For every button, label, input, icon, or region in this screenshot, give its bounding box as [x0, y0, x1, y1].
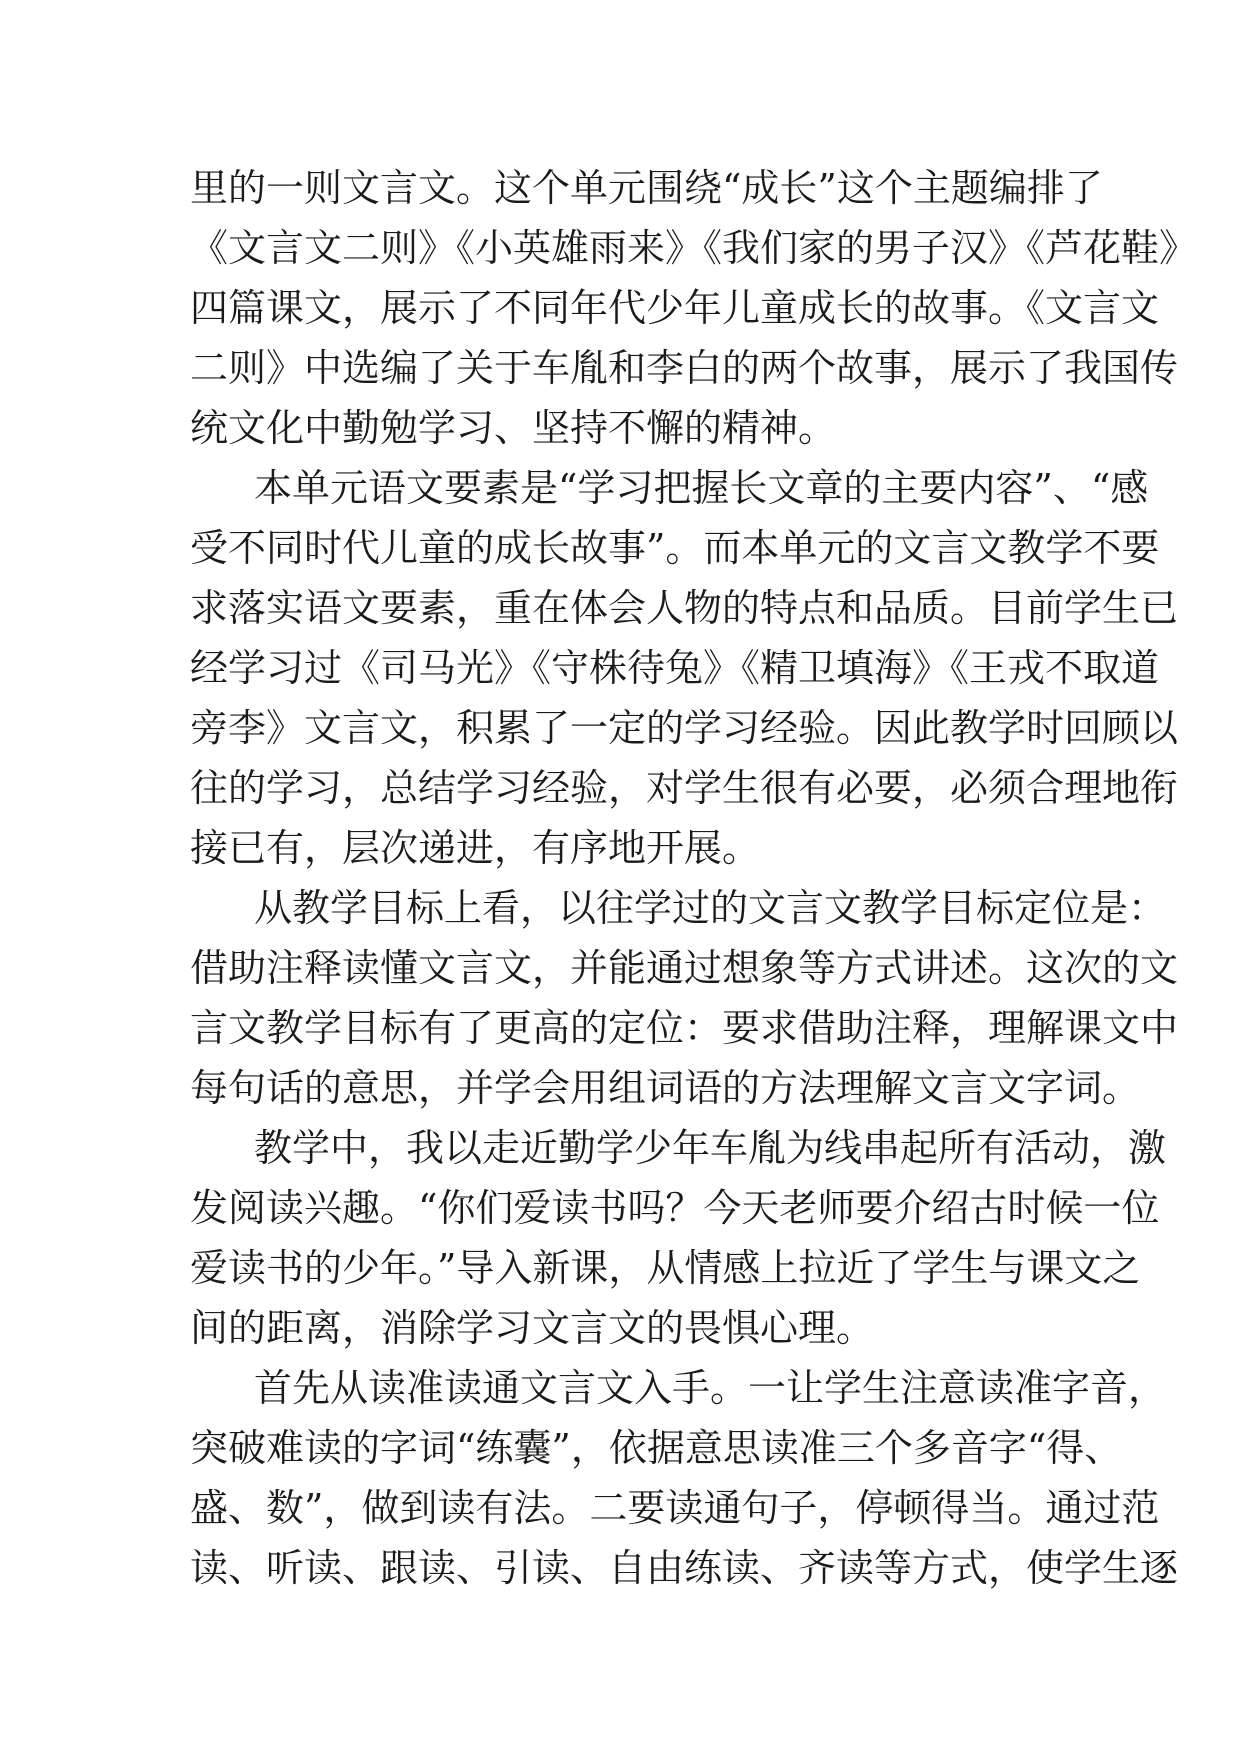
text-line: 里的一则文言文。这个单元围绕“成长”这个主题编排了 — [190, 166, 1103, 210]
text-line: 借助注释读懂文言文，并能通过想象等方式讲述。这次的文 — [190, 946, 1179, 990]
text-line: 旁李》文言文，积累了一定的学习经验。因此教学时回顾以 — [190, 706, 1179, 750]
text-line: 读、听读、跟读、引读、自由练读、齐读等方式，使学生逐 — [190, 1546, 1179, 1590]
text-line: 间的距离，消除学习文言文的畏惧心理。 — [190, 1306, 875, 1350]
text-line: 言文教学目标有了更高的定位：要求借助注释，理解课文中 — [190, 1006, 1179, 1050]
text-line: 《文言文二则》《小英雄雨来》《我们家的男子汉》《芦花鞋》 — [190, 226, 1198, 270]
text-line: 经学习过《司马光》《守株待兔》《精卫填海》《王戎不取道 — [190, 646, 1160, 690]
text-line: 四篇课文，展示了不同年代少年儿童成长的故事。《文言文 — [190, 286, 1160, 330]
text-line: 每句话的意思，并学会用组词语的方法理解文言文字词。 — [190, 1066, 1141, 1110]
text-line: 求落实语文要素，重在体会人物的特点和品质。目前学生已 — [190, 586, 1179, 630]
text-line: 爱读书的少年。”导入新课，从情感上拉近了学生与课文之 — [190, 1246, 1141, 1290]
text-line: 受不同时代儿童的成长故事”。而本单元的文言文教学不要 — [190, 526, 1160, 570]
text-line: 接已有，层次递进，有序地开展。 — [190, 826, 761, 870]
text-line: 盛、数”，做到读有法。二要读通句子，停顿得当。通过范 — [190, 1486, 1160, 1530]
text-line: 往的学习，总结学习经验，对学生很有必要，必须合理地衔 — [190, 766, 1179, 810]
paragraph-first-line: 首先从读准读通文言文入手。一让学生注意读准字音， — [254, 1366, 1167, 1410]
paragraph-first-line: 从教学目标上看，以往学过的文言文教学目标定位是： — [254, 886, 1167, 930]
text-line: 发阅读兴趣。“你们爱读书吗？今天老师要介绍古时候一位 — [190, 1186, 1160, 1230]
paragraph-first-line: 本单元语文要素是“学习把握长文章的主要内容”、“感 — [254, 466, 1149, 510]
text-line: 二则》中选编了关于车胤和李白的两个故事，展示了我国传 — [190, 346, 1179, 390]
text-line: 统文化中勤勉学习、坚持不懈的精神。 — [190, 406, 837, 450]
paragraph-first-line: 教学中，我以走近勤学少年车胤为线串起所有活动，激 — [254, 1126, 1167, 1170]
body-text — [190, 158, 1198, 1598]
text-line: 突破难读的字词“练囊”，依据意思读准三个多音字“得、 — [190, 1426, 1123, 1470]
